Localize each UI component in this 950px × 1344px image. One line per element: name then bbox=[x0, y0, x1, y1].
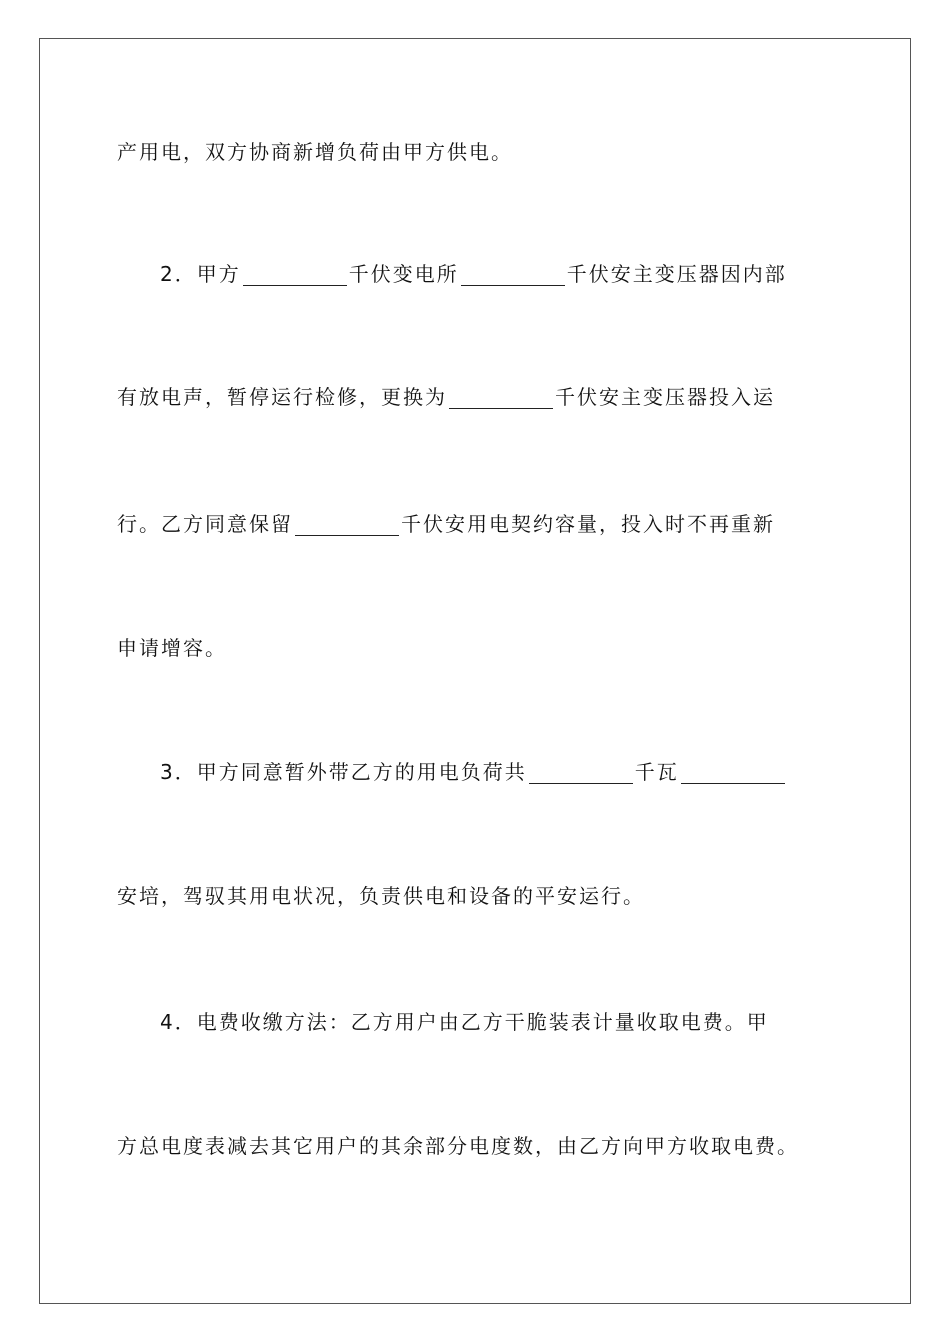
fill-in-blank bbox=[461, 263, 565, 286]
text-segment: 产用电，双方协商新增负荷由甲方供电。 bbox=[117, 140, 513, 164]
text-segment: 千伏安用电契约容量，投入时不再重新 bbox=[401, 512, 775, 536]
page-border bbox=[39, 38, 911, 1304]
text-segment: 方总电度表减去其它用户的其余部分电度数，由乙方向甲方收取电费。 bbox=[117, 1134, 799, 1158]
text-segment: 千伏安主变压器因内部 bbox=[566, 262, 787, 286]
text-segment: 千瓦 bbox=[634, 760, 679, 784]
text-segment: 千伏安主变压器投入运 bbox=[555, 385, 775, 409]
text-segment: 有放电声，暂停运行检修，更换为 bbox=[117, 385, 447, 409]
fill-in-blank bbox=[449, 386, 553, 409]
paragraph-line bbox=[117, 1134, 837, 1158]
paragraph-line bbox=[160, 262, 880, 286]
paragraph-line bbox=[117, 140, 837, 164]
paragraph-line bbox=[117, 385, 837, 409]
text-segment: 行。乙方同意保留 bbox=[117, 512, 293, 536]
paragraph-line bbox=[160, 760, 880, 784]
paragraph-line bbox=[117, 636, 837, 660]
text-segment: 2．甲方 bbox=[160, 262, 241, 286]
paragraph-line bbox=[117, 512, 837, 536]
text-segment: 4．电费收缴方法：乙方用户由乙方干脆装表计量收取电费。甲 bbox=[160, 1010, 769, 1034]
text-segment: 3．甲方同意暂外带乙方的用电负荷共 bbox=[160, 760, 527, 784]
paragraph-line bbox=[117, 884, 837, 908]
text-segment: 千伏变电所 bbox=[348, 262, 459, 286]
text-segment: 申请增容。 bbox=[117, 636, 227, 660]
fill-in-blank bbox=[529, 761, 633, 784]
fill-in-blank bbox=[295, 513, 399, 536]
fill-in-blank bbox=[681, 761, 785, 784]
paragraph-line bbox=[160, 1010, 880, 1034]
fill-in-blank bbox=[243, 263, 347, 286]
text-segment: 安培，驾驭其用电状况，负责供电和设备的平安运行。 bbox=[117, 884, 645, 908]
